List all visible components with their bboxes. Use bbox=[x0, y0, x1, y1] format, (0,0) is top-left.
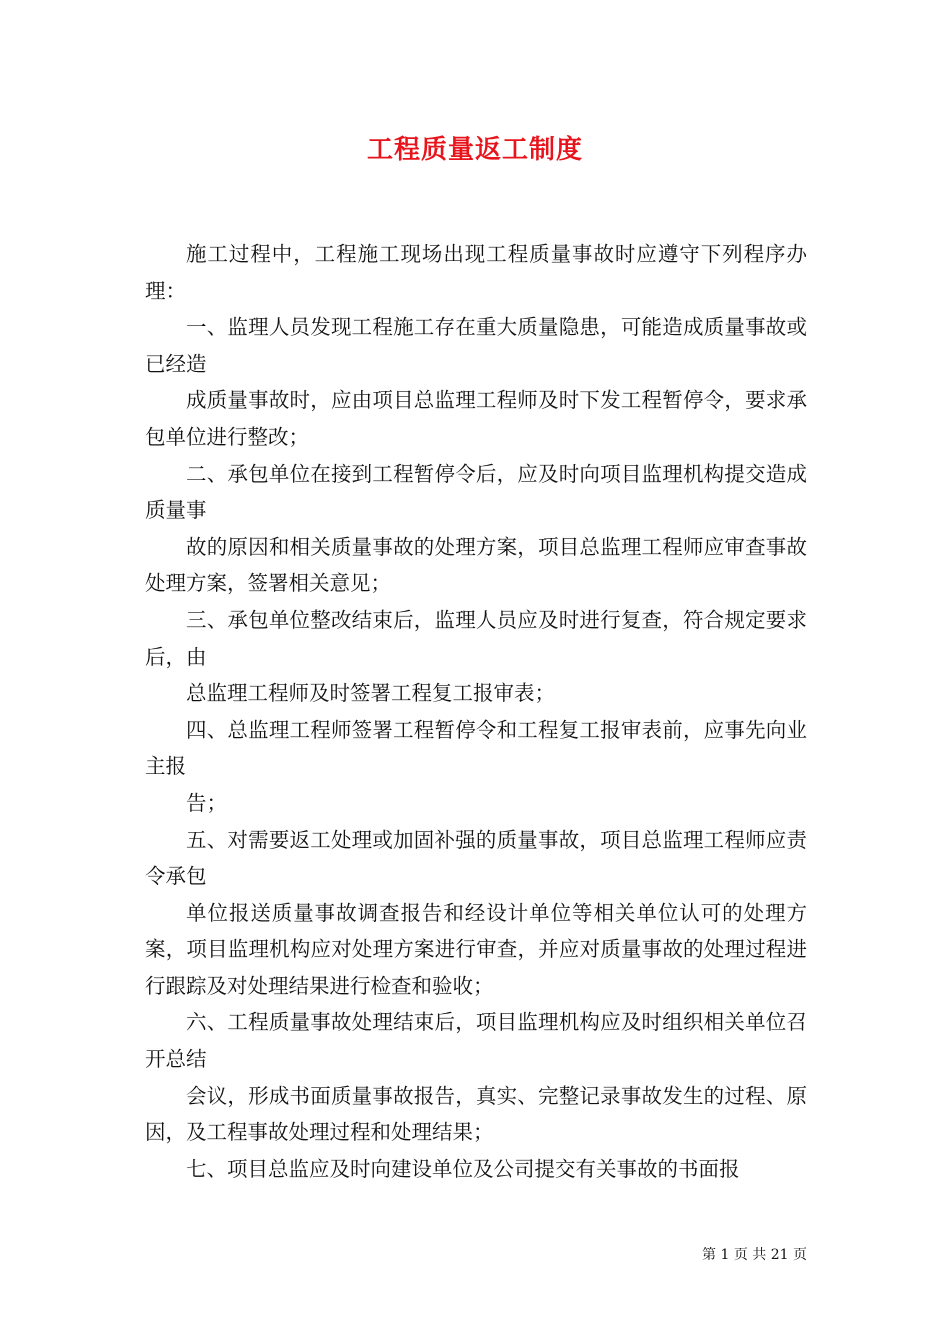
paragraph: 六、工程质量事故处理结束后，项目监理机构应及时组织相关单位召开总结 bbox=[145, 1010, 807, 1072]
paragraph: 七、项目总监应及时向建设单位及公司提交有关事故的书面报 bbox=[186, 1156, 740, 1181]
paragraph: 总监理工程师及时签署工程复工报审表； bbox=[186, 681, 555, 706]
paragraph: 会议，形成书面质量事故报告，真实、完整记录事故发生的过程、原因，及工程事故处理过程和处理结果； bbox=[145, 1083, 807, 1145]
paragraph: 成质量事故时，应由项目总监理工程师及时下发工程暂停令，要求承包单位进行整改； bbox=[145, 388, 807, 449]
document-body bbox=[145, 236, 807, 1187]
document-title: 工程质量返工制度 bbox=[366, 135, 583, 165]
paragraph: 故的原因和相关质量事故的处理方案，项目总监理工程师应审查事故处理方案，签署相关意见； bbox=[145, 534, 807, 596]
paragraph: 五、对需要返工处理或加固补强的质量事故，项目总监理工程师应责令承包 bbox=[145, 827, 807, 889]
paragraph: 单位报送质量事故调查报告和经设计单位等相关单位认可的处理方案，项目监理机构应对处理方案进行审查，并应对质量事故的处理过程进行跟踪及对处理结果进行检查和验收； bbox=[145, 900, 807, 998]
paragraph: 一、监理人员发现工程施工存在重大质量隐患，可能造成质量事故或已经造 bbox=[145, 315, 807, 376]
paragraph: 二、承包单位在接到工程暂停令后，应及时向项目监理机构提交造成质量事 bbox=[145, 461, 807, 523]
page-number-footer: 第 1 页 共 21 页 bbox=[702, 1247, 807, 1263]
paragraph: 告； bbox=[186, 790, 227, 815]
paragraph: 四、总监理工程师签署工程暂停令和工程复工报审表前，应事先向业主报 bbox=[145, 717, 807, 779]
paragraph: 施工过程中，工程施工现场出现工程质量事故时应遵守下列程序办理： bbox=[145, 242, 807, 303]
paragraph: 三、承包单位整改结束后，监理人员应及时进行复查，符合规定要求后，由 bbox=[145, 607, 807, 669]
